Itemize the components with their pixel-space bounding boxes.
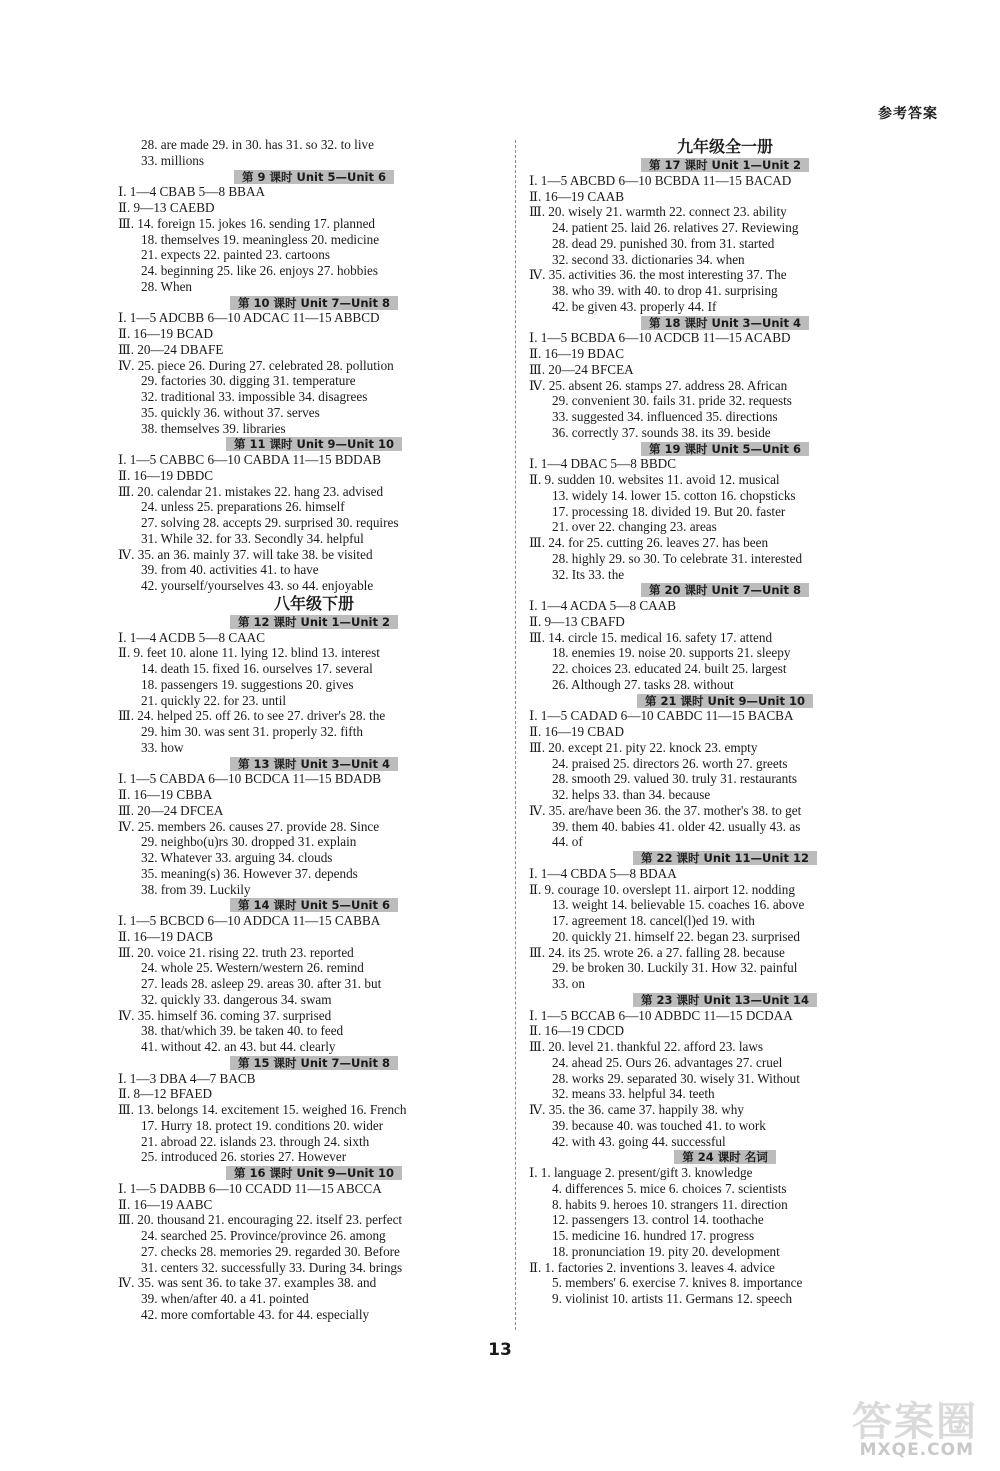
lesson-heading <box>529 992 921 1008</box>
answer-line: Ⅱ. 16—19 CBBA <box>118 787 213 802</box>
answer-line: 32. Its 33. the <box>552 566 625 582</box>
answer-line: 9. violinist 10. artists 11. Germans 12. speech <box>552 1291 793 1306</box>
answer-line: Ⅲ. 14. foreign 15. jokes 16. sending 17. planned <box>118 215 376 231</box>
answer-line: 5. members' 6. exercise 7. knives 8. importance <box>552 1275 803 1291</box>
answer-line: 28. are made 29. in 30. has 31. so 32. to live <box>141 137 374 152</box>
answer-line: 18. enemies 19. noise 20. supports 21. sleepy <box>552 645 791 661</box>
answer-line: Ⅱ. 1. factories 2. inventions 3. leaves 4. advice <box>529 1259 775 1275</box>
lesson-heading-label: 第 17 课时 Unit 1—Unit 2 <box>641 158 809 172</box>
answer-line: 28. smooth 29. valued 30. truly 31. restaurants <box>552 771 798 787</box>
lesson-heading <box>118 1165 510 1181</box>
answer-line: Ⅰ. 1—5 ABCBD 6—10 BCBDA 11—15 BACAD <box>529 172 792 188</box>
answer-line: Ⅰ. 1—3 DBA 4—7 BACB <box>118 1070 256 1086</box>
answer-line: 38. themselves 39. libraries <box>141 420 286 436</box>
answer-line: 18. pronunciation 19. pity 20. development <box>552 1243 780 1259</box>
answer-line: 42. be given 43. properly 44. If <box>552 298 717 314</box>
answer-line: Ⅲ. 20—24 BFCEA <box>529 361 634 377</box>
lesson-heading-label: 第 10 课时 Unit 7—Unit 8 <box>230 296 398 310</box>
answer-line: 14. death 15. fixed 16. ourselves 17. several <box>141 661 373 676</box>
answer-line: Ⅲ. 20. calendar 21. mistakes 22. hang 23. advised <box>118 483 384 499</box>
answer-line: Ⅱ. 16—19 DBDC <box>118 467 214 483</box>
answer-line: 31. While 32. for 33. Secondly 34. helpful <box>141 530 364 546</box>
lesson-heading-label: 第 13 课时 Unit 3—Unit 4 <box>230 757 398 771</box>
answer-line: 17. Hurry 18. protect 19. conditions 20. wider <box>141 1117 384 1133</box>
answer-line: 21. abroad 22. islands 23. through 24. sixth <box>141 1133 370 1149</box>
answer-line: 28. highly 29. so 30. To celebrate 31. interested <box>552 550 803 566</box>
answer-line: 28. works 29. separated 30. wisely 31. Without <box>552 1070 800 1086</box>
answer-line: Ⅲ. 20—24 DFCEA <box>118 802 224 818</box>
lesson-heading-label: 第 24 课时 名词 <box>674 1150 776 1164</box>
answer-line: 33. millions <box>141 152 205 168</box>
answer-line: Ⅰ. 1—5 BCBCD 6—10 ADDCA 11—15 CABBA <box>118 913 381 928</box>
answer-line: 29. be broken 30. Luckily 31. How 32. painful <box>552 960 798 976</box>
answer-line: Ⅲ. 20. thousand 21. encouraging 22. itself 23. perfect <box>118 1212 403 1228</box>
answer-line: 32. quickly 33. dangerous 34. swam <box>141 991 332 1007</box>
answer-line: 12. passengers 13. control 14. toothache <box>552 1212 764 1228</box>
answer-line: 24. patient 25. laid 26. relatives 27. Reviewing <box>552 220 799 235</box>
page-header-title: 参考答案 <box>878 106 938 122</box>
answer-line: Ⅱ. 9—13 CBAFD <box>529 613 625 629</box>
answer-line: Ⅰ. 1—5 CADAD 6—10 CABDC 11—15 BACBA <box>529 708 794 724</box>
answer-line: Ⅳ. 35. an 36. mainly 37. will take 38. be visited <box>118 546 373 562</box>
answer-line: Ⅰ. 1—5 BCBDA 6—10 ACDCB 11—15 ACABD <box>529 330 791 346</box>
answer-line: Ⅲ. 20. level 21. thankful 22. afford 23. laws <box>529 1039 764 1054</box>
answer-line: 39. them 40. babies 41. older 42. usually 43. as <box>552 818 801 834</box>
answer-line: 39. because 40. was touched 41. to work <box>552 1117 766 1133</box>
answer-line: Ⅳ. 35. was sent 36. to take 37. examples 38. and <box>118 1275 377 1291</box>
answer-line: 21. expects 22. painted 23. cartoons <box>141 247 330 263</box>
lesson-heading-label: 第 16 课时 Unit 9—Unit 10 <box>226 1166 402 1180</box>
answer-line: Ⅲ. 24. its 25. wrote 26. a 27. falling 28. because <box>529 944 785 960</box>
answer-line: Ⅲ. 20. except 21. pity 22. knock 23. empty <box>529 739 758 755</box>
lesson-heading <box>529 582 921 598</box>
answer-column-left <box>118 137 510 1323</box>
answer-line: 24. searched 25. Province/province 26. among <box>141 1228 386 1243</box>
answer-line: Ⅱ. 9. feet 10. alone 11. lying 12. blind 13. interest <box>118 645 380 661</box>
answer-line: 29. convenient 30. fails 31. pride 32. requests <box>552 393 792 409</box>
answer-line: Ⅲ. 24. for 25. cutting 26. leaves 27. has been <box>529 535 769 550</box>
answer-line: Ⅱ. 9. sudden 10. websites 11. avoid 12. musical <box>529 472 780 487</box>
lesson-heading-label: 第 9 课时 Unit 5—Unit 6 <box>234 170 394 184</box>
answer-line: 32. helps 33. than 34. because <box>552 787 711 802</box>
column-divider <box>515 140 516 1330</box>
answer-line: Ⅱ. 16—19 CDCD <box>529 1023 625 1039</box>
answer-line: 27. solving 28. accepts 29. surprised 30. requires <box>141 515 399 530</box>
lesson-heading <box>118 1055 510 1071</box>
answer-line: 26. Although 27. tasks 28. without <box>552 676 734 692</box>
answer-line: 28. dead 29. punished 30. from 31. started <box>552 235 775 251</box>
answer-line: 18. passengers 19. suggestions 20. gives <box>141 676 354 692</box>
lesson-heading <box>529 157 921 173</box>
answer-line: Ⅲ. 24. helped 25. off 26. to see 27. driver's 28. the <box>118 708 386 724</box>
answer-line: 42. with 43. going 44. successful <box>552 1133 726 1149</box>
answer-line: 39. from 40. activities 41. to have <box>141 562 319 578</box>
answer-line: Ⅲ. 13. belongs 14. excitement 15. weighed 16. French <box>118 1102 407 1117</box>
answer-line: Ⅰ. 1—5 CABBC 6—10 CABDA 11—15 BDDAB <box>118 452 382 467</box>
answer-line: 28. When <box>141 278 193 294</box>
answer-line: 33. suggested 34. influenced 35. directions <box>552 409 778 424</box>
answer-line: Ⅳ. 35. the 36. came 37. happily 38. why <box>529 1102 744 1117</box>
answer-line: Ⅳ. 25. members 26. causes 27. provide 28. Since <box>118 818 380 834</box>
lesson-heading <box>529 441 921 457</box>
answer-line: 35. quickly 36. without 37. serves <box>141 404 320 420</box>
answer-line: 18. themselves 19. meaningless 20. medicine <box>141 231 380 247</box>
answer-line: 27. leads 28. asleep 29. areas 30. after 31. but <box>141 976 382 991</box>
answer-line: 32. Whatever 33. arguing 34. clouds <box>141 850 333 865</box>
answer-line: Ⅲ. 14. circle 15. medical 16. safety 17. attend <box>529 629 773 645</box>
answer-line: 13. widely 14. lower 15. cotton 16. chopsticks <box>552 487 796 503</box>
answer-line: Ⅱ. 9—13 CAEBD <box>118 200 215 215</box>
answer-line: 44. of <box>552 834 583 850</box>
lesson-heading <box>529 693 921 709</box>
lesson-heading-label: 第 19 课时 Unit 5—Unit 6 <box>641 442 809 456</box>
answer-line: Ⅱ. 9. courage 10. overslept 11. airport 12. nodding <box>529 881 795 897</box>
lesson-heading <box>118 756 510 772</box>
answer-line: 41. without 42. an 43. but 44. clearly <box>141 1039 336 1054</box>
answer-line: Ⅱ. 16—19 CAAB <box>529 188 625 204</box>
answer-line: 42. yourself/yourselves 43. so 44. enjoyable <box>141 578 374 593</box>
answer-line: Ⅲ. 20. voice 21. rising 22. truth 23. reported <box>118 944 354 960</box>
lesson-heading-label: 第 23 课时 Unit 13—Unit 14 <box>633 993 817 1007</box>
watermark-site: MXQE.COM <box>859 1440 974 1460</box>
answer-line: 24. beginning 25. like 26. enjoys 27. hobbies <box>141 263 378 278</box>
answer-line: 31. centers 32. successfully 33. During 34. brings <box>141 1259 403 1275</box>
answer-line: Ⅳ. 35. activities 36. the most interesting 37. The <box>529 267 787 283</box>
grade-heading: 八年级下册 <box>273 593 354 613</box>
answer-line: Ⅲ. 20—24 DBAFE <box>118 341 224 357</box>
lesson-heading <box>118 614 510 630</box>
answer-line: Ⅱ. 8—12 BFAED <box>118 1086 213 1102</box>
answer-line: Ⅰ. 1—5 ADCBB 6—10 ADCAC 11—15 ABBCD <box>118 310 380 326</box>
answer-line: 38. that/which 39. be taken 40. to feed <box>141 1023 344 1039</box>
lesson-heading-label: 第 12 课时 Unit 1—Unit 2 <box>230 615 398 629</box>
answer-line: Ⅱ. 16—19 CBAD <box>529 724 625 739</box>
answer-line: 33. on <box>552 976 585 991</box>
answer-line: 42. more comfortable 43. for 44. especially <box>141 1306 370 1322</box>
answer-line: Ⅰ. 1—4 ACDA 5—8 CAAB <box>529 598 676 613</box>
answer-line: 24. whole 25. Western/western 26. remind <box>141 960 364 976</box>
lesson-heading-label: 第 21 课时 Unit 9—Unit 10 <box>637 694 813 708</box>
answer-line: 13. weight 14. believable 15. coaches 16. above <box>552 897 805 913</box>
answer-line: 24. praised 25. directors 26. worth 27. greets <box>552 755 788 771</box>
answer-line: Ⅰ. 1—5 BCCAB 6—10 ADBDC 11—15 DCDAA <box>529 1007 793 1023</box>
answer-line: 29. neighbo(u)rs 30. dropped 31. explain <box>141 834 357 850</box>
lesson-heading <box>118 295 510 311</box>
answer-line: 33. how <box>141 739 184 755</box>
lesson-heading <box>118 169 510 185</box>
answer-line: 17. agreement 18. cancel(l)ed 19. with <box>552 913 755 928</box>
answer-line: 20. quickly 21. himself 22. began 23. surprised <box>552 928 800 944</box>
answer-line: 22. choices 23. educated 24. built 25. largest <box>552 661 787 676</box>
answer-line: Ⅳ. 25. piece 26. During 27. celebrated 28. pollution <box>118 357 394 373</box>
answer-column-right <box>529 137 921 1307</box>
answer-line: Ⅳ. 25. absent 26. stamps 27. address 28. African <box>529 377 788 393</box>
grade-heading: 九年级全一册 <box>676 137 773 156</box>
lesson-heading <box>118 897 510 913</box>
lesson-heading-label: 第 15 课时 Unit 7—Unit 8 <box>230 1056 398 1070</box>
answer-line: Ⅰ. 1—4 DBAC 5—8 BBDC <box>529 456 676 472</box>
lesson-heading-label: 第 22 课时 Unit 11—Unit 12 <box>633 851 817 865</box>
answer-line: 21. over 22. changing 23. areas <box>552 519 717 535</box>
answer-line: Ⅳ. 35. himself 36. coming 37. surprised <box>118 1007 332 1023</box>
answer-line: 21. quickly 22. for 23. until <box>141 692 287 708</box>
page-number: 13 <box>488 1340 512 1360</box>
answer-line: Ⅱ. 16—19 BCAD <box>118 326 214 341</box>
lesson-heading <box>118 436 510 452</box>
answer-line: Ⅰ. 1—4 CBDA 5—8 BDAA <box>529 865 677 881</box>
answer-line: 38. from 39. Luckily <box>141 881 251 897</box>
lesson-heading <box>529 1149 921 1165</box>
answer-line: Ⅰ. 1—5 DADBB 6—10 CCADD 11—15 ABCCA <box>118 1180 382 1196</box>
lesson-heading <box>529 315 921 331</box>
answer-line: 24. ahead 25. Ours 26. advantages 27. cruel <box>552 1054 783 1070</box>
answer-line: 15. medicine 16. hundred 17. progress <box>552 1228 755 1243</box>
answer-line: 8. habits 9. heroes 10. strangers 11. direction <box>552 1196 788 1212</box>
answer-line: Ⅲ. 20. wisely 21. warmth 22. connect 23. ability <box>529 204 787 220</box>
lesson-heading-label: 第 11 课时 Unit 9—Unit 10 <box>226 437 402 451</box>
answer-line: 25. introduced 26. stories 27. However <box>141 1149 347 1165</box>
answer-line: Ⅳ. 35. are/have been 36. the 37. mother's 38. to get <box>529 802 802 818</box>
answer-line: 35. meaning(s) 36. However 37. depends <box>141 865 358 881</box>
answer-line: Ⅱ. 16—19 AABC <box>118 1196 213 1212</box>
answer-line: 32. means 33. helpful 34. teeth <box>552 1086 715 1102</box>
answer-line: 39. when/after 40. a 41. pointed <box>141 1291 309 1306</box>
answer-line: 32. second 33. dictionaries 34. when <box>552 251 745 267</box>
answer-line: Ⅰ. 1—4 ACDB 5—8 CAAC <box>118 629 265 645</box>
answer-line: 38. who 39. with 40. to drop 41. surprising <box>552 283 778 298</box>
answer-line: 24. unless 25. preparations 26. himself <box>141 499 345 515</box>
lesson-heading-label: 第 20 课时 Unit 7—Unit 8 <box>641 583 809 597</box>
lesson-heading-label: 第 14 课时 Unit 5—Unit 6 <box>230 898 398 912</box>
answer-line: 17. processing 18. divided 19. But 20. faster <box>552 503 786 519</box>
answer-line: Ⅰ. 1—4 CBAB 5—8 BBAA <box>118 184 265 200</box>
lesson-heading <box>529 850 921 866</box>
answer-line: Ⅰ. 1—5 CABDA 6—10 BCDCA 11—15 BDADB <box>118 771 382 787</box>
lesson-heading-label: 第 18 课时 Unit 3—Unit 4 <box>641 316 809 330</box>
answer-line: Ⅱ. 16—19 BDAC <box>529 346 625 361</box>
answer-line: 29. him 30. was sent 31. properly 32. fifth <box>141 724 363 739</box>
answer-line: 36. correctly 37. sounds 38. its 39. beside <box>552 424 771 440</box>
answer-line: Ⅱ. 16—19 DACB <box>118 928 214 944</box>
answer-line: 29. factories 30. digging 31. temperature <box>141 373 356 389</box>
answer-line: 27. checks 28. memories 29. regarded 30. Before <box>141 1243 400 1259</box>
answer-line: 32. traditional 33. impossible 34. disagrees <box>141 389 368 404</box>
watermark-logo: 答案圈 <box>852 1399 978 1445</box>
answer-line: Ⅰ. 1. language 2. present/gift 3. knowledge <box>529 1165 753 1180</box>
answer-line: 4. differences 5. mice 6. choices 7. scientists <box>552 1180 787 1196</box>
